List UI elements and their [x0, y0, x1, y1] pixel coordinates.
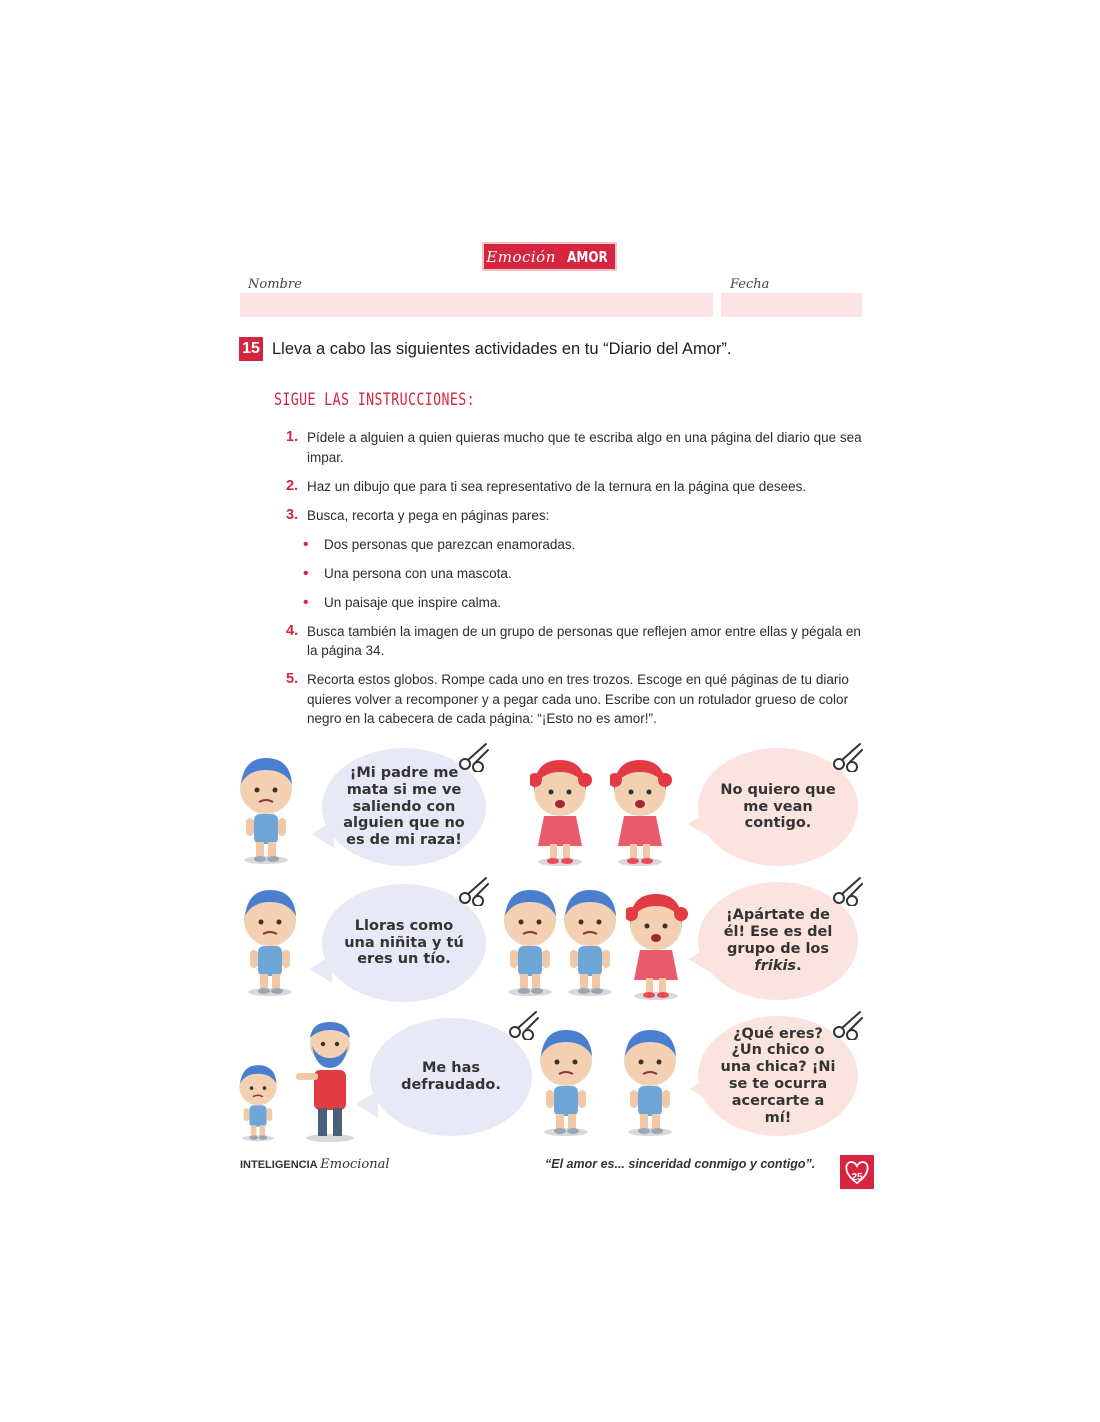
sub-list-item: • Un paisaje que inspire calma.: [303, 593, 502, 611]
sad-boy-illustration: [236, 748, 306, 868]
yelling-boy-illustration: [536, 1020, 606, 1140]
date-label: Fecha: [730, 277, 770, 292]
badge-caps-text: AMOR: [566, 247, 608, 266]
angry-boy-illustration: [620, 1020, 690, 1140]
sub-list-item: • Una persona con una mascota.: [303, 564, 512, 582]
crying-boy-illustration: [240, 880, 310, 1006]
bullet-icon: •: [303, 593, 309, 611]
bubble-2-text: No quiero que me vean contigo.: [720, 781, 836, 832]
list-item: 3. Busca, recorta y pega en páginas pares:: [286, 506, 550, 523]
name-field[interactable]: [240, 293, 713, 317]
bearded-man-illustration: [296, 1018, 366, 1144]
angry-girl-illustration: [530, 750, 600, 870]
girl-pointing-illustration: [626, 884, 696, 1004]
scissors-icon: [832, 740, 864, 772]
list-item: 1. Pídele a alguien a quien quieras mucho que te escriba algo en una página del diario que sea impar.: [286, 429, 862, 465]
scissors-icon: [832, 1008, 864, 1040]
footer-brand-caps: INTELIGENCIA: [240, 1159, 318, 1171]
scissors-icon: [458, 740, 490, 772]
bubble-3-text: Lloras como una niñita y tú eres un tío.: [344, 917, 464, 968]
page-number: 25: [851, 1172, 863, 1183]
bubble-6-text: ¿Qué eres? ¿Un chico o una chica? ¡Ni se te ocurra acercarte a mí!: [720, 1025, 836, 1126]
list-item: 2. Haz un dibujo que para ti sea representativo de la ternura en la página que desees.: [286, 477, 807, 494]
footer-brand: [240, 1157, 389, 1172]
small-boy-illustration: [232, 1058, 284, 1144]
bullet-icon: •: [303, 535, 309, 553]
task-number: 15: [239, 337, 263, 361]
task-title: Lleva a cabo las siguientes actividades en tu “Diario del Amor”.: [272, 340, 732, 358]
bubble-4-text: ¡Apártate de él! Ese es del grupo de los frikis.: [723, 907, 833, 974]
bully-boy-illustration: [560, 880, 630, 1000]
bubble-5-text: Me has defraudado.: [401, 1060, 501, 1093]
scissors-icon: [832, 874, 864, 906]
page-number-badge: [840, 1155, 874, 1189]
footer-quote: “El amor es... sinceridad conmigo y contigo”.: [545, 1157, 816, 1171]
sub-list-item: • Dos personas que parezcan enamoradas.: [303, 535, 576, 553]
list-item: 4. Busca también la imagen de un grupo de personas que reflejen amor entre ellas y pégala en la página 34.: [286, 622, 861, 658]
name-label: Nombre: [248, 277, 302, 292]
emotion-badge: [484, 244, 615, 269]
date-field[interactable]: [721, 293, 862, 317]
shouting-girl-illustration: [610, 750, 680, 870]
bubble-1-text: ¡Mi padre me mata si me ve saliendo con alguien que no es de mi raza!: [343, 765, 465, 849]
instruction-list: [286, 428, 864, 738]
list-item: 5. Recorta estos globos. Rompe cada uno en tres trozos. Escoge en qué páginas de tu diario quieres volver a recomponer y a pegar cada uno. Escribe con un rotulador grueso de color negro en la cabecera de cada página: “¡Esto no es amor!”.: [286, 671, 849, 726]
scissors-icon: [458, 874, 490, 906]
instructions-subheading: SIGUE LAS INSTRUCCIONES:: [274, 390, 475, 410]
footer-brand-script: Emocional: [320, 1157, 390, 1172]
badge-script-text: Emoción: [486, 247, 556, 266]
bullet-icon: •: [303, 564, 309, 582]
